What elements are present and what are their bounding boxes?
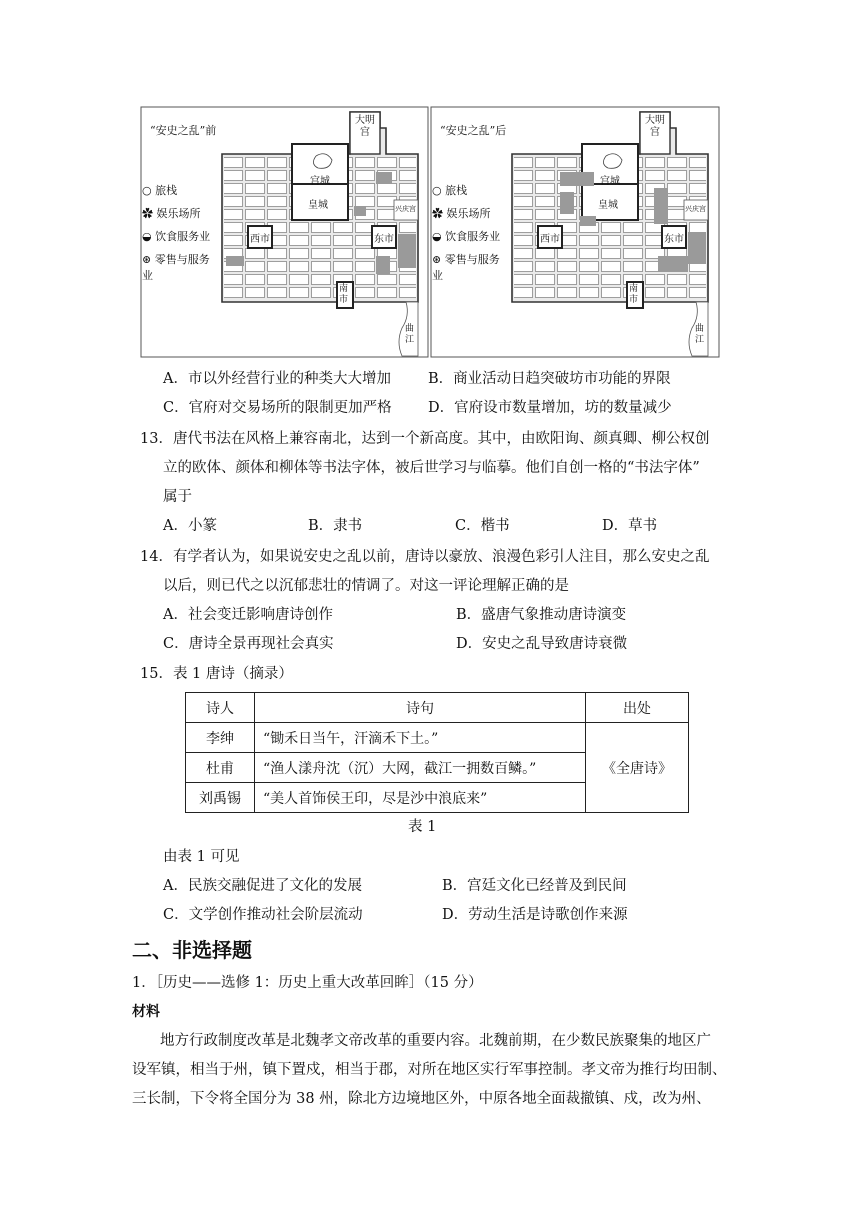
left-daming-label: 大明宫 — [355, 115, 375, 138]
q15-lead: 由表 1 可见 — [163, 849, 240, 865]
table-cell-line: “锄禾日当午，汗滴禾下土。” — [255, 723, 586, 753]
legend-retail: 零售与服务业 — [142, 253, 210, 282]
material-paragraph-line2: 设军镇，相当于州，镇下置戍，相当于郡，对所在地区实行军事控制。孝文帝为推行均田制、 — [132, 1062, 727, 1078]
q15-stem: 15．表 1 唐诗（摘录） — [140, 666, 293, 682]
table-caption: 表 1 — [408, 819, 437, 835]
q13-option-d: D．草书 — [602, 518, 658, 534]
table-cell-line: “渔人漾舟沈（沉）大网，截江一拥数百鳞。” — [255, 753, 586, 783]
q13-option-b: B．隶书 — [308, 518, 363, 534]
right-map-legend: ○ 旅栈 ✿ 娱乐场所 ◒ 饮食服务业 ⊛ 零售与服务业 — [432, 184, 501, 282]
q12-option-b: B．商业活动日趋突破坊市功能的界限 — [428, 371, 671, 387]
material-paragraph-line3: 三长制，下令将全国分为 38 州，除北方边境地区外，中原各地全面裁撤镇、戍，改为州、 — [132, 1091, 711, 1107]
q14-option-a: A．社会变迁影响唐诗创作 — [163, 607, 333, 623]
table-row — [186, 723, 689, 753]
table-cell-poet: 李绅 — [186, 723, 255, 753]
right-nanshi-label: 南市 — [629, 284, 639, 305]
table-cell-line: “美人首饰侯王印，尽是沙中浪底来” — [255, 783, 586, 813]
q12-option-a: A．市以外经营行业的种类大大增加 — [163, 371, 391, 387]
right-gongcheng-label: 宫城 — [600, 176, 620, 187]
poem-table — [185, 692, 689, 813]
q14-stem-line2: 以后，则已代之以沉郁悲壮的情调了。对这一评论理解正确的是 — [163, 578, 569, 594]
left-xingqing-label: 兴庆宫 — [395, 205, 416, 213]
q12-option-c: C．官府对交易场所的限制更加严格 — [163, 400, 392, 416]
left-gongcheng-label: 宫城 — [310, 176, 330, 187]
q15-option-a: A．民族交融促进了文化的发展 — [163, 878, 362, 894]
q13-option-c: C．楷书 — [455, 518, 510, 534]
left-xishi-label: 西市 — [250, 234, 270, 245]
section2-item1: 1．［历史——选修 1：历史上重大改革回眸］（15 分） — [132, 975, 483, 991]
legend-inn: 旅栈 — [445, 184, 468, 197]
left-map-title: “安史之乱”前 — [150, 124, 217, 137]
left-qujiang-label: 曲江 — [405, 324, 415, 345]
q13-option-a: A．小篆 — [163, 518, 217, 534]
right-xishi-label: 西市 — [540, 234, 560, 245]
q14-option-b: B．盛唐气象推动唐诗演变 — [456, 607, 627, 623]
left-map-legend: ○ 旅栈 ✿ 娱乐场所 ◒ 饮食服务业 ⊛ 零售与服务业 — [142, 184, 211, 282]
table-header-line: 诗句 — [255, 693, 586, 723]
q15-option-c: C．文学创作推动社会阶层流动 — [163, 907, 363, 923]
right-huangcheng-label: 皇城 — [598, 200, 618, 211]
q14-option-d: D．安史之乱导致唐诗衰微 — [456, 636, 628, 652]
q14-stem-line1: 14．有学者认为，如果说安史之乱以前，唐诗以豪放、浪漫色彩引人注目，那么安史之乱 — [140, 549, 710, 565]
material-paragraph-line1: 地方行政制度改革是北魏孝文帝改革的重要内容。北魏前期，在少数民族聚集的地区广 — [160, 1033, 711, 1049]
legend-entertainment: 娱乐场所 — [446, 207, 491, 220]
right-qujiang-label: 曲江 — [695, 324, 705, 345]
right-map-title: “安史之乱”后 — [440, 124, 507, 137]
q14-option-c: C．唐诗全景再现社会真实 — [163, 636, 334, 652]
left-dongshi-label: 东市 — [374, 234, 394, 245]
section-title: 二、非选择题 — [132, 938, 252, 962]
changan-maps-svg — [140, 106, 720, 358]
legend-inn: 旅栈 — [155, 184, 178, 197]
right-xingqing-label: 兴庆宫 — [685, 205, 706, 213]
table-header-row — [186, 693, 689, 723]
legend-food: 饮食服务业 — [445, 230, 501, 243]
q15-option-b: B．宫廷文化已经普及到民间 — [442, 878, 627, 894]
q15-option-d: D．劳动生活是诗歌创作来源 — [442, 907, 628, 923]
q12-option-d: D．官府设市数量增加，坊的数量减少 — [428, 400, 672, 416]
q13-stem-line3: 属于 — [163, 489, 192, 505]
q13-stem-line1: 13．唐代书法在风格上兼容南北，达到一个新高度。其中，由欧阳询、颜真卿、柳公权创 — [140, 431, 710, 447]
right-daming-label: 大明宫 — [645, 115, 665, 138]
left-huangcheng-label: 皇城 — [308, 200, 328, 211]
table-cell-source: 《全唐诗》 — [586, 723, 689, 813]
table-header-source: 出处 — [586, 693, 689, 723]
legend-retail: 零售与服务业 — [432, 253, 500, 282]
table-header-poet: 诗人 — [186, 693, 255, 723]
material-label: 材料 — [132, 1004, 160, 1020]
table-cell-poet: 刘禹锡 — [186, 783, 255, 813]
q13-stem-line2: 立的欧体、颜体和柳体等书法字体，被后世学习与临摹。他们自创一格的“书法字体” — [163, 460, 700, 476]
right-dongshi-label: 东市 — [664, 234, 684, 245]
legend-food: 饮食服务业 — [155, 230, 211, 243]
changan-maps-figure — [140, 106, 720, 358]
table-cell-poet: 杜甫 — [186, 753, 255, 783]
left-nanshi-label: 南市 — [339, 284, 349, 305]
legend-entertainment: 娱乐场所 — [156, 207, 201, 220]
